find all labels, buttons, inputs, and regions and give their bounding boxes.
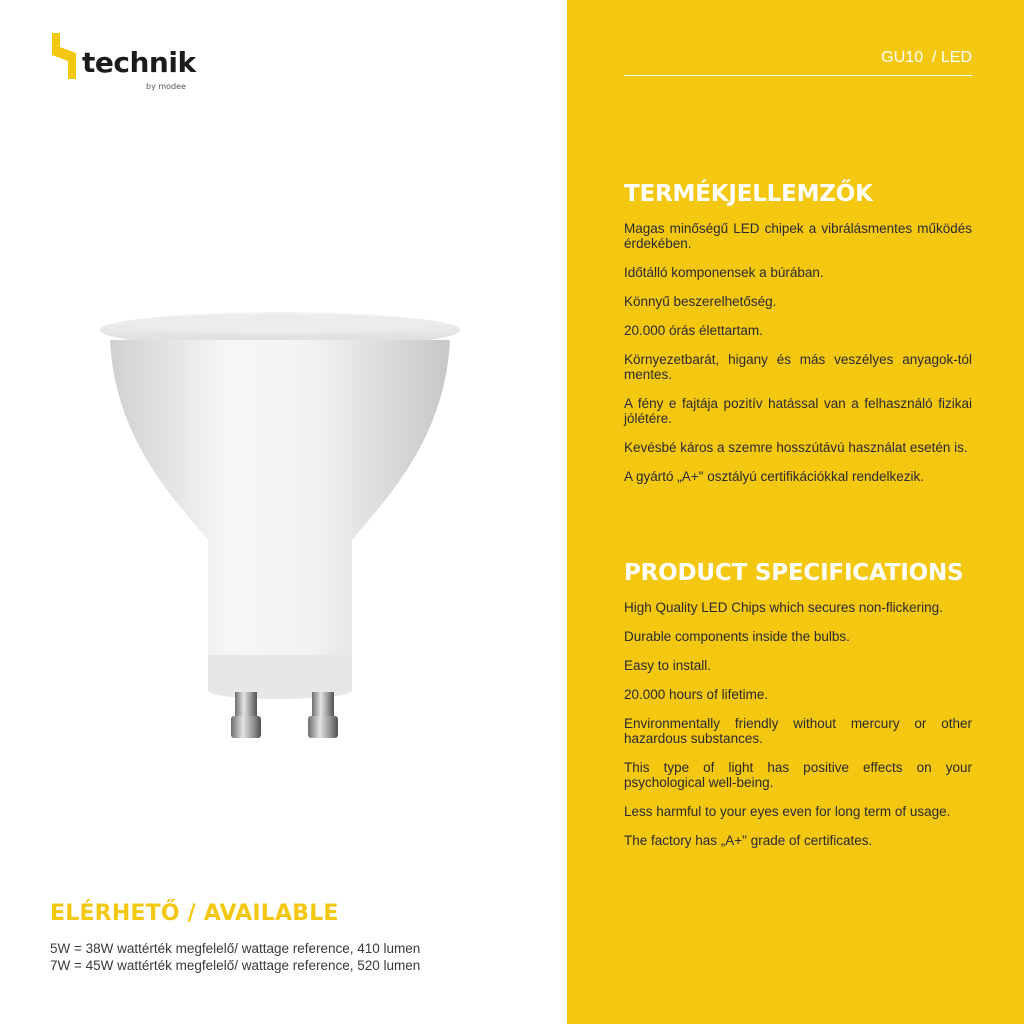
spec-item: Less harmful to your eyes even for long term of usage. [624, 804, 951, 819]
english-specs [624, 560, 972, 862]
feature-item: Magas minőségű LED chipek a vibrálásmentes működés érdekében. [624, 221, 972, 251]
feature-item: A fény e fajtája pozitív hatással van a felhasználó fizikai jólétére. [624, 396, 972, 426]
lightning-logo-icon [50, 33, 78, 81]
feature-item: Időtálló komponensek a búrában. [624, 265, 824, 280]
feature-item: A gyártó „A+" osztályú certifikációkkal rendelkezik. [624, 469, 925, 484]
feature-item: Kevésbé káros a szemre hosszútávú használat esetén is. [624, 440, 968, 455]
product-code: GU10 / LED [881, 49, 972, 66]
feature-item: 20.000 órás élettartam. [624, 323, 763, 338]
available-line: 5W = 38W wattérték megfelelő/ wattage reference, 410 lumen [50, 941, 421, 956]
right-panel [567, 0, 1024, 1024]
hungarian-title: TERMÉKJELLEMZŐK [624, 181, 873, 207]
brand-name: technik [82, 46, 196, 79]
spec-item: This type of light has positive effects on your psychological well-being. [624, 760, 972, 790]
hungarian-features [624, 181, 972, 498]
spec-item: Durable components inside the bulbs. [624, 629, 850, 644]
spec-item: Easy to install. [624, 658, 712, 673]
english-title: PRODUCT SPECIFICATIONS [624, 560, 964, 586]
spec-item: High Quality LED Chips which secures non-flickering. [624, 600, 943, 615]
feature-item: Könnyű beszerelhetőség. [624, 294, 777, 309]
spec-item: 20.000 hours of lifetime. [624, 687, 769, 702]
available-line: 7W = 45W wattérték megfelelő/ wattage reference, 520 lumen [50, 958, 421, 973]
available-list [50, 940, 420, 974]
spec-item: The factory has „A+" grade of certificates. [624, 833, 873, 848]
brand-logo [50, 33, 210, 93]
spec-item: Environmentally friendly without mercury or other hazardous substances. [624, 716, 972, 746]
feature-item: Környezetbarát, higany és más veszélyes anyagok-tól mentes. [624, 352, 972, 382]
gu10-bulb-image [90, 300, 470, 750]
header-divider [624, 75, 972, 76]
brand-tagline: by modee [146, 82, 186, 91]
available-title: ELÉRHETŐ / AVAILABLE [50, 901, 339, 926]
